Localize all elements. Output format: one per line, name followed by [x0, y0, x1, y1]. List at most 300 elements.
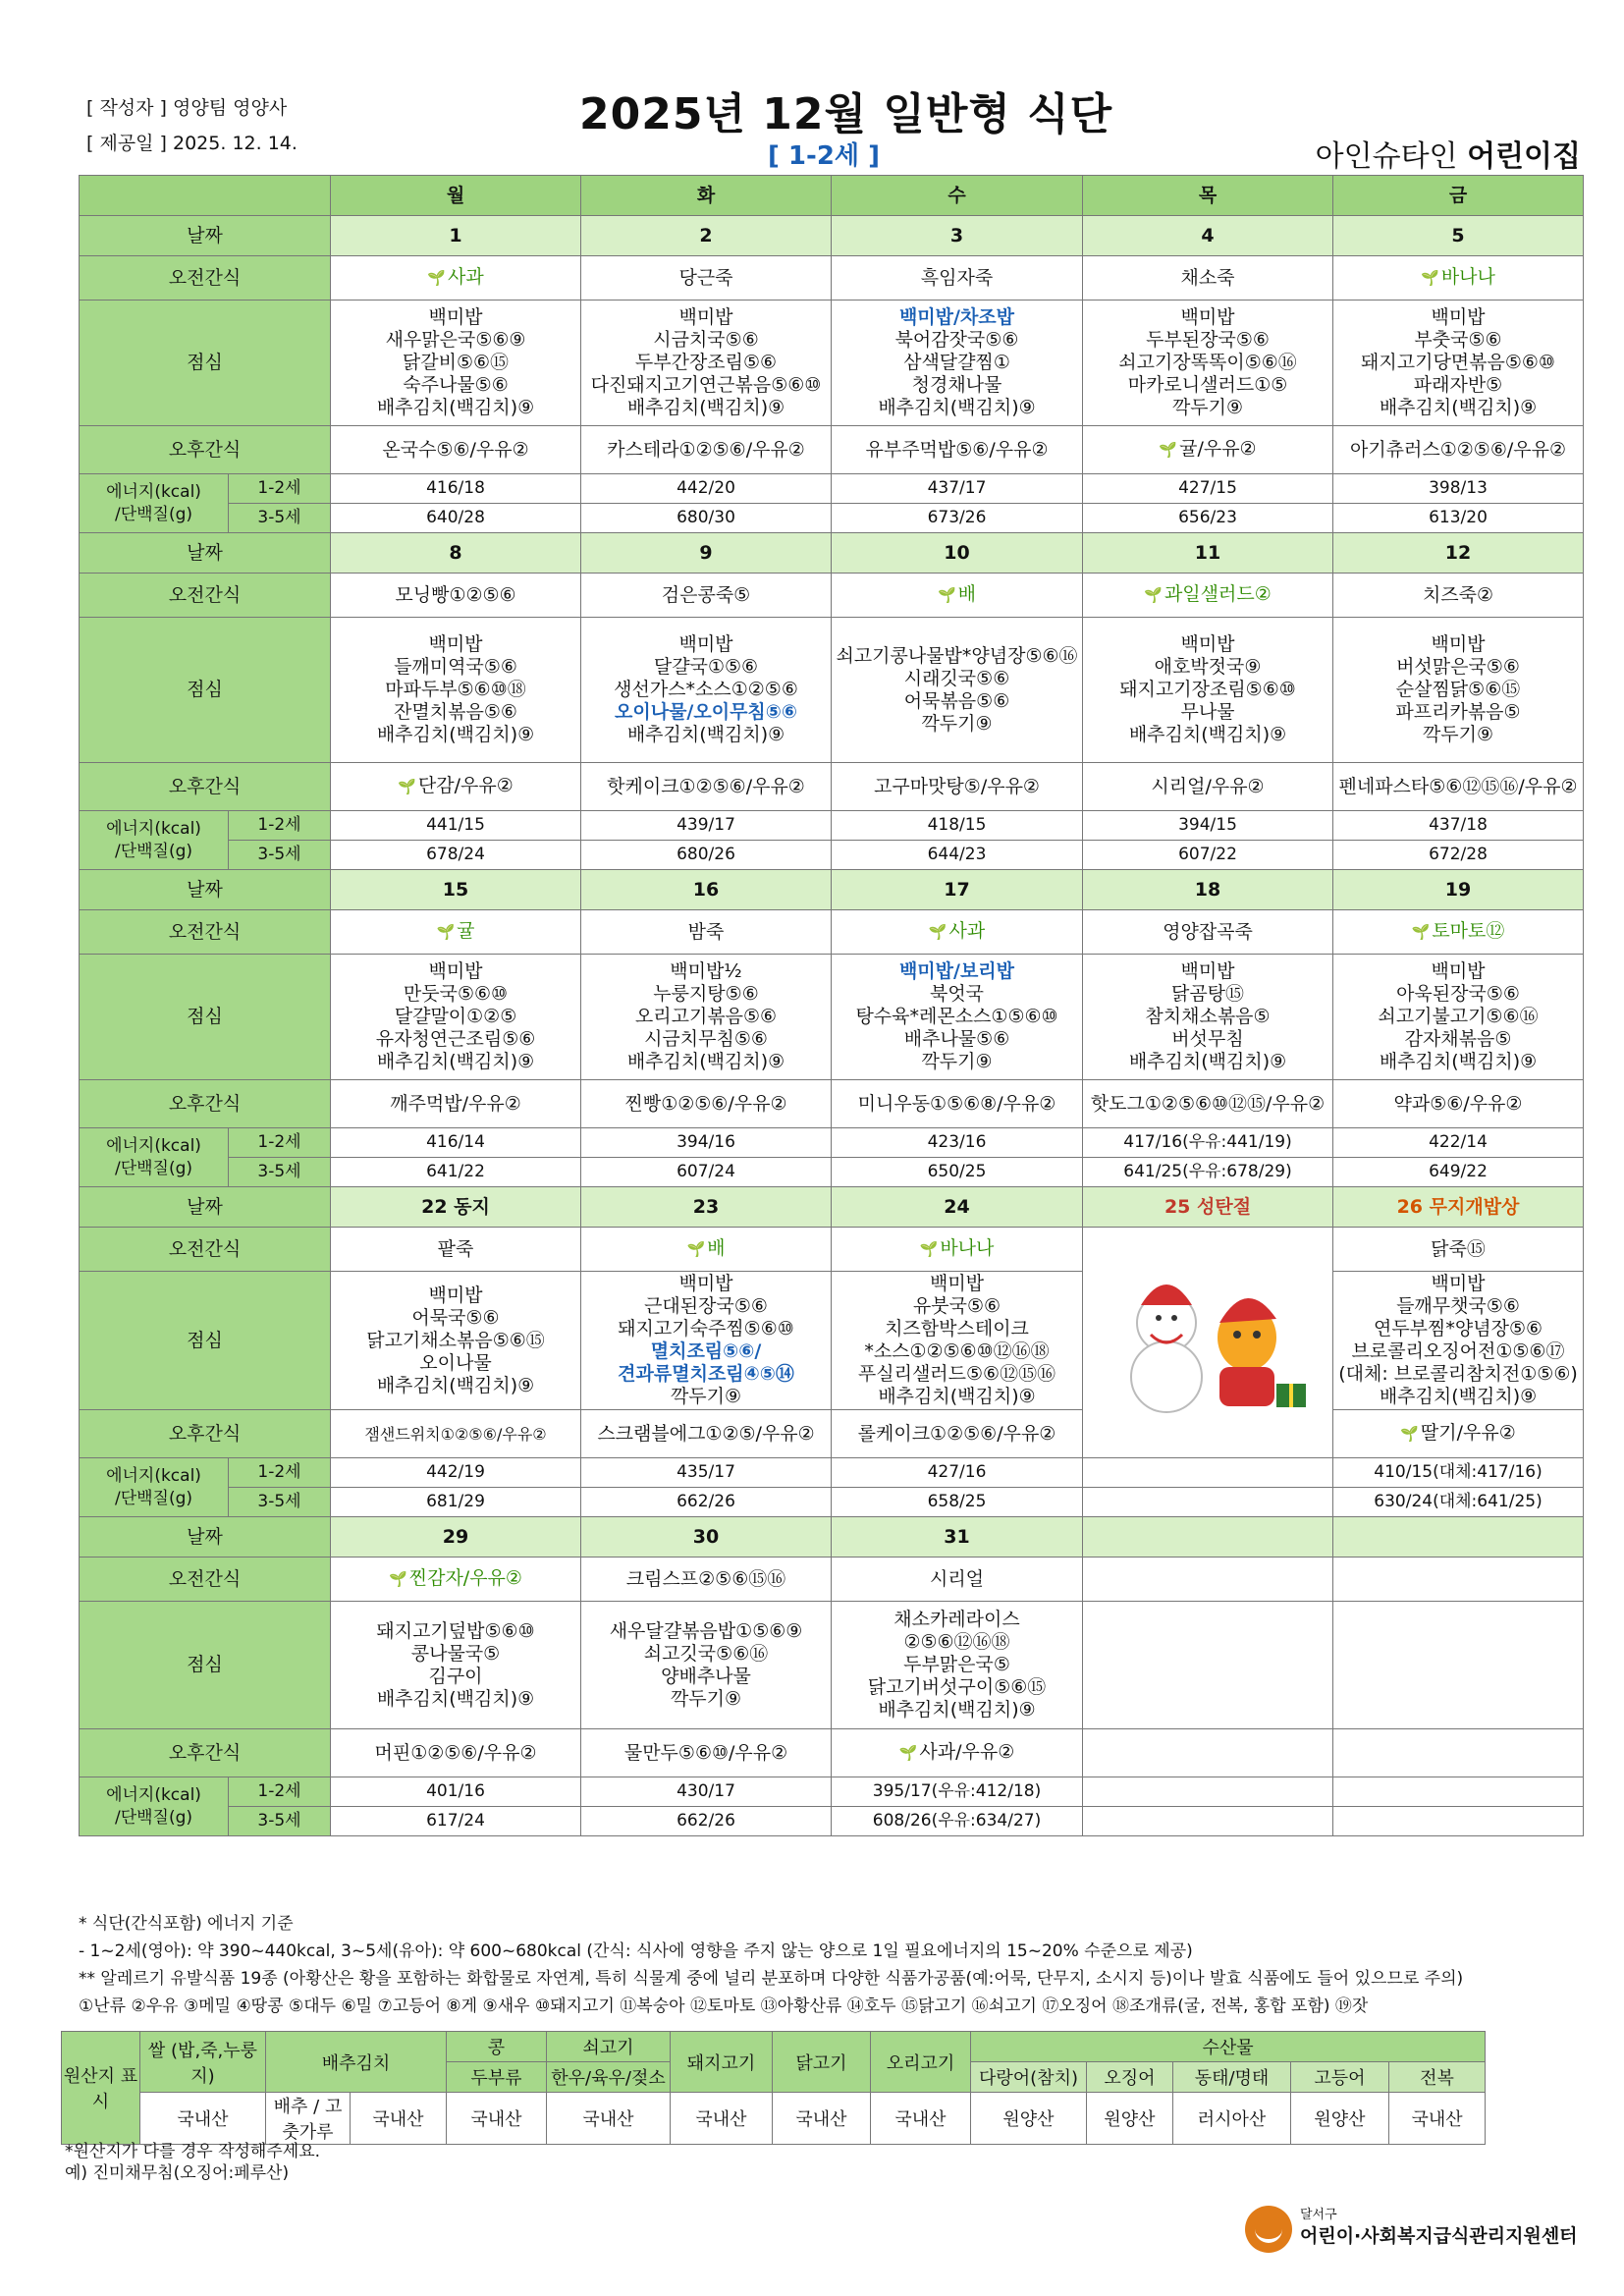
energy-35-cell: 608/26(우유:634/27): [832, 1807, 1083, 1836]
pm-snack-text: 카스테라①②⑤⑥/우유②: [607, 438, 805, 461]
age-group: [ 1-2세 ]: [768, 141, 880, 171]
pm-snack-text: 깨주먹밥/우유②: [390, 1092, 521, 1115]
origin-tofu: 두부류: [447, 2062, 547, 2093]
lunch-item: 감자채볶음⑤: [1404, 1028, 1512, 1050]
am-snack-cell: [331, 1228, 581, 1272]
energy-12-cell: 442/19: [331, 1458, 581, 1488]
lunch-item: 백미밥: [428, 633, 483, 655]
note-line: ①난류 ②우유 ③메밀 ④땅콩 ⑤대두 ⑥밀 ⑦고등어 ⑧게 ⑨새우 ⑩돼지고기 ⑪복숭아 ⑫토마토 ⑬아황산류 ⑭호두 ⑮닭고기 ⑯쇠고기 ⑰오징어 ⑱조개류(굴, 전복, 홍합 포함) ⑲잣: [79, 1996, 1369, 2016]
origin-chicken: 닭고기: [773, 2032, 871, 2093]
origin-abalone-value: 국내산: [1389, 2093, 1486, 2145]
lunch-cell: [1083, 1602, 1333, 1729]
energy-35-cell: 641/22: [331, 1158, 581, 1187]
lunch-item: 배추김치(백김치)⑨: [626, 1051, 785, 1072]
energy-12-cell: 423/16: [832, 1128, 1083, 1158]
lunch-item: 어묵국⑤⑥: [411, 1306, 500, 1329]
am-snack-text: 검은콩죽⑤: [661, 583, 751, 606]
origin-spacer: [1486, 2093, 1584, 2145]
pm-snack-cell: [581, 1410, 832, 1458]
lunch-item: 배추김치(백김치)⑨: [1379, 1051, 1538, 1072]
energy-35-cell: 662/26: [581, 1807, 832, 1836]
lunch-item: 깍두기⑨: [670, 1687, 742, 1710]
lunch-item: 시래깃국⑤⑥: [903, 667, 1010, 689]
pm-snack-label: 오후간식: [80, 1729, 331, 1777]
author: [ 작성자 ] 영양팀 영양사: [86, 97, 288, 119]
origin-pork: 돼지고기: [671, 2032, 773, 2093]
date-cell: 26 무지개밥상: [1333, 1187, 1584, 1228]
date-cell: 17: [832, 870, 1083, 910]
am-snack-text: 당근죽: [678, 266, 733, 289]
age35-label: 3-5세: [229, 841, 331, 870]
age12-label: 1-2세: [229, 1128, 331, 1158]
lunch-item: 배추김치(백김치)⑨: [878, 1386, 1036, 1407]
lunch-item: 백미밥: [428, 960, 483, 982]
pm-snack-text: 아기츄러스①②⑤⑥/우유②: [1349, 438, 1567, 461]
energy-12-cell: 416/14: [331, 1128, 581, 1158]
lunch-cell: [1333, 301, 1584, 426]
corner-cell: [80, 176, 331, 216]
lunch-cell: [1083, 955, 1333, 1080]
lunch-item: 백미밥: [678, 1273, 733, 1294]
origin-title: 원산지 표시: [62, 2032, 140, 2145]
energy-label-1: 에너지(kcal): [106, 481, 201, 502]
am-snack-cell: [1083, 1558, 1333, 1602]
lunch-item: 두부간장조림⑤⑥: [634, 352, 778, 373]
origin-beef-value: 국내산: [547, 2093, 671, 2145]
pm-snack-cell: [1333, 1729, 1584, 1777]
pm-snack-label: 오후간식: [80, 1080, 331, 1128]
sprout-icon: 🌱: [928, 923, 947, 941]
pm-snack-cell: [832, 1729, 1083, 1777]
am-snack-text: 팥죽: [437, 1237, 474, 1260]
am-snack-text: 크림스프②⑤⑥⑮⑯: [625, 1567, 786, 1590]
lunch-item: 깍두기⑨: [670, 1386, 742, 1407]
pm-snack-cell: [1083, 1729, 1333, 1777]
pm-snack-cell: [1083, 763, 1333, 811]
lunch-cell: [832, 301, 1083, 426]
energy-label: [80, 1458, 229, 1517]
am-snack-label: 오전간식: [80, 1558, 331, 1602]
lunch-item: 어묵볶음⑤⑥: [903, 689, 1010, 712]
lunch-item: 백미밥: [1431, 306, 1486, 328]
lunch-item: 깍두기⑨: [921, 712, 993, 735]
am-snack-cell: [331, 910, 581, 955]
date-cell: 9: [581, 533, 832, 574]
age12-label: 1-2세: [229, 811, 331, 841]
school-type: 어린이집: [1467, 139, 1581, 174]
lunch-item: 달걀국①⑤⑥: [653, 656, 759, 678]
pm-snack-label: 오후간식: [80, 426, 331, 474]
lunch-cell: [331, 955, 581, 1080]
pm-snack-cell: [1333, 426, 1584, 474]
lunch-item: 백미밥: [678, 306, 733, 328]
energy-35-cell: 650/25: [832, 1158, 1083, 1187]
am-snack-cell: [1083, 910, 1333, 955]
lunch-cell: [1083, 301, 1333, 426]
energy-35-cell: 672/28: [1333, 841, 1584, 870]
lunch-cell: [581, 618, 832, 763]
pm-snack-cell: [331, 763, 581, 811]
lunch-item: 생선가스*소스①②⑤⑥: [614, 679, 798, 700]
energy-label-2: /단백질(g): [114, 1488, 193, 1508]
lunch-item: 백미밥: [1431, 960, 1486, 982]
lunch-item: 멸치조림⑤⑥/: [650, 1340, 762, 1362]
lunch-cell: [832, 1272, 1083, 1410]
am-snack-text: 채소죽: [1180, 266, 1235, 289]
energy-35-cell: 644/23: [832, 841, 1083, 870]
date-cell: 19: [1333, 870, 1584, 910]
origin-kimchi-value: 국내산: [351, 2093, 447, 2145]
note-line: * 식단(간식포함) 에너지 기준: [79, 1914, 294, 1934]
origin-kimchi: 배추김치: [266, 2032, 447, 2093]
am-snack-cell: [1333, 1558, 1584, 1602]
origin-rice: 쌀 (밥,죽,누룽지): [140, 2032, 266, 2093]
lunch-item: 청경채나물: [911, 374, 1002, 396]
lunch-item: 시금치무침⑤⑥: [644, 1028, 768, 1050]
age12-label: 1-2세: [229, 474, 331, 504]
energy-12-cell: 417/16(우유:441/19): [1083, 1128, 1333, 1158]
energy-12-cell: 435/17: [581, 1458, 832, 1488]
footnote-line: *원산지가 다를 경우 작성해주세요.: [65, 2142, 321, 2161]
lunch-item: 배추김치(백김치)⑨: [1379, 1386, 1538, 1407]
lunch-item: 닭곰탕⑮: [1170, 983, 1245, 1005]
lunch-cell: [581, 955, 832, 1080]
am-snack-cell: [832, 910, 1083, 955]
energy-label-1: 에너지(kcal): [106, 1784, 201, 1805]
energy-12-cell: 401/16: [331, 1777, 581, 1807]
origin-pepper-label: 고춧가루: [282, 2097, 343, 2143]
lunch-cell: [1083, 618, 1333, 763]
lunch-label: 점심: [80, 955, 331, 1080]
age12-label: 1-2세: [229, 1777, 331, 1807]
pm-snack-cell: [1333, 763, 1584, 811]
date-label: 날짜: [80, 1187, 331, 1228]
origin-spacer: [1486, 2032, 1584, 2062]
pm-snack-text: 딸기/우유②: [1420, 1422, 1516, 1444]
date-label: 날짜: [80, 533, 331, 574]
lunch-item: 백미밥: [678, 633, 733, 655]
date-cell: 4: [1083, 216, 1333, 256]
pm-snack-cell: [581, 1080, 832, 1128]
am-snack-cell: [581, 574, 832, 618]
lunch-item: 두부된장국⑤⑥: [1146, 329, 1270, 351]
origin-seafood: 수산물: [971, 2032, 1486, 2062]
lunch-item: *소스①②⑤⑥⑩⑫⑯⑱: [864, 1340, 1050, 1362]
lunch-label: 점심: [80, 1272, 331, 1410]
lunch-item: 깍두기⑨: [1171, 397, 1244, 418]
am-snack-cell: [581, 910, 832, 955]
lunch-item: 배추김치(백김치)⑨: [376, 397, 535, 418]
center-logo: [1245, 2202, 1579, 2261]
lunch-item: 마카로니샐러드①⑤: [1127, 374, 1288, 396]
lunch-cell: [331, 618, 581, 763]
day-header: 금: [1333, 176, 1584, 216]
am-snack-text: 바나나: [1440, 266, 1495, 288]
pm-snack-text: 귤/우유②: [1179, 438, 1257, 460]
lunch-item: 새우맑은국⑤⑥⑨: [385, 329, 526, 351]
energy-35-cell: 617/24: [331, 1807, 581, 1836]
am-snack-cell: [832, 574, 1083, 618]
lunch-label: 점심: [80, 1602, 331, 1729]
origin-footnote: [65, 2141, 320, 2184]
lunch-cell: [581, 1272, 832, 1410]
energy-35-cell: 680/26: [581, 841, 832, 870]
am-snack-cell: [832, 1558, 1083, 1602]
energy-label-2: /단백질(g): [114, 841, 193, 861]
pm-snack-cell: [1083, 426, 1333, 474]
energy-12-cell: [1083, 1458, 1333, 1488]
lunch-item: 근대된장국⑤⑥: [644, 1295, 768, 1317]
school-name: [1316, 132, 1581, 175]
lunch-cell: [331, 301, 581, 426]
sprout-icon: 🌱: [427, 269, 446, 287]
age12-label: 1-2세: [229, 1458, 331, 1488]
energy-35-cell: 658/25: [832, 1488, 1083, 1517]
pm-snack-cell: [832, 426, 1083, 474]
pm-snack-text: 단감/우유②: [417, 775, 514, 796]
pm-snack-cell: [581, 763, 832, 811]
lunch-cell: [1333, 955, 1584, 1080]
header-info: [86, 90, 298, 161]
footnote-line: 예) 진미채무침(오징어:페루산): [65, 2163, 290, 2183]
lunch-item: 치즈함박스테이크: [885, 1318, 1029, 1339]
lunch-item: 참치채소볶음⑤: [1145, 1006, 1271, 1027]
lunch-item: 닭갈비⑤⑥⑮: [402, 352, 510, 373]
am-snack-text: 사과: [948, 920, 986, 942]
pm-snack-text: 사과/우유②: [919, 1741, 1015, 1763]
lunch-item: 배추김치(백김치)⑨: [376, 1051, 535, 1072]
lunch-item: 쇠고기장똑똑이⑤⑥⑯: [1118, 352, 1297, 373]
origin-pork-value: 국내산: [671, 2093, 773, 2145]
date-cell: [1083, 1517, 1333, 1558]
pm-snack-text: 시리얼/우유②: [1151, 775, 1265, 797]
lunch-item: 북어감잣국⑤⑥: [894, 329, 1019, 351]
am-snack-label: 오전간식: [80, 910, 331, 955]
lunch-item: 브로콜리오징어전①⑤⑥⑰: [1351, 1340, 1565, 1362]
lunch-cell: [581, 301, 832, 426]
pm-snack-text: 유부주먹밥⑤⑥/우유②: [865, 438, 1049, 461]
lunch-item: 콩나물국⑤: [410, 1642, 501, 1665]
am-snack-cell: [1333, 910, 1584, 955]
lunch-cell: [1333, 618, 1584, 763]
lunch-item: 쇠고깃국⑤⑥⑯: [643, 1642, 769, 1665]
sprout-icon: 🌱: [1411, 923, 1431, 941]
snowman-character-icon: [1090, 1254, 1326, 1431]
lunch-item: ②⑤⑥⑫⑯⑱: [903, 1631, 1010, 1653]
am-snack-label: 오전간식: [80, 256, 331, 301]
am-snack-text: 닭죽⑮: [1431, 1237, 1486, 1260]
lunch-item: 마파두부⑤⑥⑩⑱: [385, 679, 526, 700]
lunch-item: 백미밥/보리밥: [898, 960, 1015, 982]
lunch-item: 유붓국⑤⑥: [912, 1295, 1001, 1317]
pm-snack-cell: [832, 1410, 1083, 1458]
am-snack-label: 오전간식: [80, 1228, 331, 1272]
sprout-icon: 🌱: [1400, 1425, 1419, 1443]
lunch-item: 배추김치(백김치)⑨: [878, 397, 1036, 418]
origin-pollock: 동태/명태: [1173, 2062, 1291, 2093]
am-snack-cell: [331, 1558, 581, 1602]
am-snack-cell: [581, 1228, 832, 1272]
lunch-cell: [331, 1602, 581, 1729]
date-cell: 1: [331, 216, 581, 256]
lunch-item: 푸실리샐러드⑤⑥⑫⑮⑯: [857, 1363, 1056, 1385]
lunch-item: (대체: 브로콜리참치전①⑤⑥): [1338, 1363, 1578, 1385]
am-snack-text: 사과: [447, 266, 484, 288]
lunch-item: 탕수육*레몬소스①⑤⑥⑩: [855, 1006, 1058, 1027]
pm-snack-text: 머핀①②⑤⑥/우유②: [374, 1741, 537, 1764]
date-label: 날짜: [80, 1517, 331, 1558]
pm-snack-cell: [832, 763, 1083, 811]
lunch-item: 닭고기채소볶음⑤⑥⑮: [366, 1329, 545, 1351]
am-snack-cell: [331, 256, 581, 301]
lunch-item: 파래자반⑤: [1413, 374, 1503, 396]
energy-12-cell: 398/13: [1333, 474, 1584, 504]
date-cell: 30: [581, 1517, 832, 1558]
am-snack-text: 토마토⑫: [1432, 920, 1505, 942]
date-cell: 18: [1083, 870, 1333, 910]
lunch-cell: [832, 955, 1083, 1080]
pm-snack-cell: [1333, 1410, 1584, 1458]
notes: [79, 1910, 1583, 2020]
am-snack-text: 흑임자죽: [920, 266, 994, 289]
sprout-icon: 🌱: [919, 1240, 939, 1258]
lunch-cell: [832, 618, 1083, 763]
lunch-cell: [1333, 1272, 1584, 1410]
origin-spacer: [1486, 2062, 1584, 2093]
sprout-icon: 🌱: [1159, 441, 1178, 459]
date-cell: 12: [1333, 533, 1584, 574]
energy-12-cell: 430/17: [581, 1777, 832, 1807]
am-snack-cell: [581, 1558, 832, 1602]
lunch-item: 백미밥: [1180, 633, 1235, 655]
lunch-item: 백미밥: [929, 1273, 985, 1294]
date-cell: 25 성탄절: [1083, 1187, 1333, 1228]
lunch-item: 쇠고기불고기⑤⑥⑯: [1378, 1006, 1539, 1027]
lunch-item: 채소카레라이스: [893, 1609, 1020, 1630]
pm-snack-label: 오후간식: [80, 1410, 331, 1458]
energy-12-cell: 437/18: [1333, 811, 1584, 841]
energy-label-1: 에너지(kcal): [106, 818, 201, 839]
pm-snack-cell: [581, 426, 832, 474]
origin-duck-value: 국내산: [871, 2093, 971, 2145]
lunch-item: 양배추나물: [661, 1665, 751, 1687]
origin-beef: 쇠고기: [547, 2032, 671, 2062]
lunch-item: 배추나물⑤⑥: [903, 1028, 1010, 1050]
pm-snack-cell: [331, 1080, 581, 1128]
christmas-cell: [1083, 1228, 1333, 1458]
date-cell: 5: [1333, 216, 1584, 256]
am-snack-cell: [1333, 1228, 1584, 1272]
energy-label: [80, 474, 229, 533]
pm-snack-cell: [1333, 1080, 1584, 1128]
day-header: 월: [331, 176, 581, 216]
lunch-item: 누룽지탕⑤⑥: [653, 983, 759, 1005]
pm-snack-text: 약과⑤⑥/우유②: [1393, 1092, 1523, 1115]
am-snack-text: 모닝빵①②⑤⑥: [395, 583, 516, 606]
energy-35-cell: [1083, 1807, 1333, 1836]
energy-35-cell: 607/24: [581, 1158, 832, 1187]
origin-beef-sub: 한우/육우/젖소: [547, 2062, 671, 2093]
lunch-item: 돼지고기장조림⑤⑥⑩: [1119, 679, 1296, 700]
lunch-item: 배추김치(백김치)⑨: [376, 1687, 535, 1710]
date-cell: 24: [832, 1187, 1083, 1228]
lunch-item: 버섯무침: [1171, 1028, 1244, 1050]
pm-snack-cell: [331, 1410, 581, 1458]
am-snack-text: 바나나: [940, 1237, 995, 1259]
energy-35-cell: 613/20: [1333, 504, 1584, 533]
pm-snack-cell: [331, 426, 581, 474]
am-snack-text: 귤: [457, 920, 475, 942]
date-cell: 2: [581, 216, 832, 256]
am-snack-text: 과일샐러드②: [1164, 583, 1272, 605]
date-cell: 29: [331, 1517, 581, 1558]
energy-label: [80, 1777, 229, 1836]
sprout-icon: 🌱: [1144, 586, 1163, 604]
energy-35-cell: 680/30: [581, 504, 832, 533]
pm-snack-cell: [1083, 1080, 1333, 1128]
date-cell: 15: [331, 870, 581, 910]
origin-tofu-value: 국내산: [447, 2093, 547, 2145]
lunch-item: 백미밥/차조밥: [898, 306, 1015, 328]
lunch-item: 오이나물/오이무침⑤⑥: [615, 701, 797, 723]
am-snack-cell: [581, 256, 832, 301]
lunch-item: 백미밥: [1431, 1273, 1486, 1294]
am-snack-text: 시리얼: [929, 1567, 985, 1590]
lunch-item: 돼지고기숙주찜⑤⑥⑩: [618, 1318, 794, 1339]
energy-35-cell: 649/22: [1333, 1158, 1584, 1187]
am-snack-text: 영양잡곡죽: [1163, 920, 1253, 943]
date-cell: [1333, 1517, 1584, 1558]
am-snack-text: 밤죽: [687, 920, 725, 943]
sprout-icon: 🌱: [436, 923, 456, 941]
origin-abalone: 전복: [1389, 2062, 1486, 2093]
energy-label-1: 에너지(kcal): [106, 1465, 201, 1486]
lunch-item: 북엇국: [929, 983, 985, 1005]
pm-snack-text: 롤케이크①②⑤⑥/우유②: [857, 1422, 1056, 1445]
age35-label: 3-5세: [229, 504, 331, 533]
lunch-item: 배추김치(백김치)⑨: [1128, 724, 1287, 745]
energy-label-2: /단백질(g): [114, 1158, 193, 1178]
energy-12-cell: 422/14: [1333, 1128, 1584, 1158]
logo-name: 어린이·사회복지급식관리지원센터: [1300, 2225, 1578, 2247]
lunch-cell: [1333, 1602, 1584, 1729]
energy-12-cell: 395/17(우유:412/18): [832, 1777, 1083, 1807]
lunch-item: 백미밥: [428, 1284, 483, 1306]
pm-snack-text: 미니우동①⑤⑥⑧/우유②: [857, 1092, 1056, 1115]
am-snack-cell: [1333, 574, 1584, 618]
date-cell: 10: [832, 533, 1083, 574]
sprout-icon: 🌱: [1421, 269, 1439, 287]
energy-35-cell: 673/26: [832, 504, 1083, 533]
date-label: 날짜: [80, 870, 331, 910]
energy-12-cell: 394/15: [1083, 811, 1333, 841]
lunch-item: 들깨무챗국⑤⑥: [1396, 1295, 1520, 1317]
date-cell: 8: [331, 533, 581, 574]
pm-snack-text: 잼샌드위치①②⑤⑥/우유②: [364, 1424, 547, 1444]
lunch-item: 애호박젓국⑨: [1154, 656, 1262, 678]
date-cell: 11: [1083, 533, 1333, 574]
origin-duck: 오리고기: [871, 2032, 971, 2093]
lunch-item: 배추김치(백김치)⑨: [878, 1699, 1036, 1721]
lunch-item: 백미밥: [428, 306, 483, 328]
date-cell: 3: [832, 216, 1083, 256]
day-header: 화: [581, 176, 832, 216]
lunch-item: 백미밥: [1431, 633, 1486, 655]
energy-12-cell: [1333, 1777, 1584, 1807]
lunch-item: 배추김치(백김치)⑨: [376, 724, 535, 745]
am-snack-cell: [331, 574, 581, 618]
origin-cabbage-label: 배추: [273, 2097, 308, 2117]
